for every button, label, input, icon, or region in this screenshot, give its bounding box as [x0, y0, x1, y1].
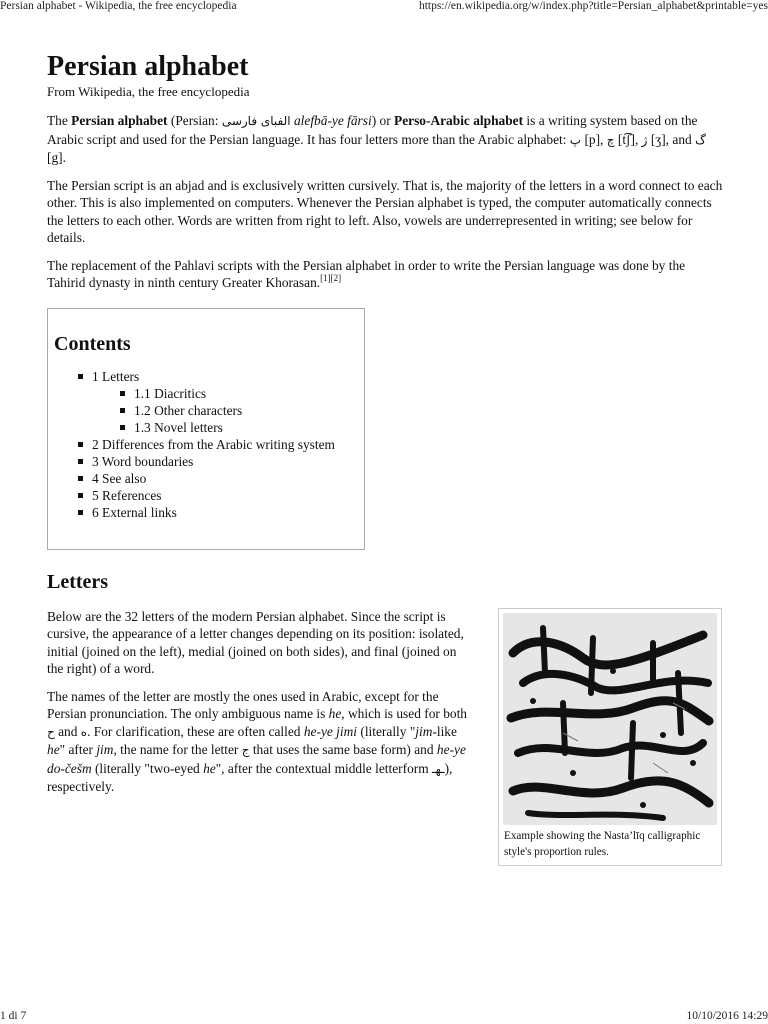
- print-header-title: Persian alphabet - Wikipedia, the free encyclopedia: [0, 0, 237, 12]
- print-footer: [0, 1008, 768, 1024]
- toc-item-novel-letters[interactable]: 1.3 Novel letters: [120, 419, 358, 436]
- print-timestamp: 10/10/2016 14:29: [686, 1010, 768, 1022]
- letters-paragraph-2: The names of the letter are mostly the ones used in Arabic, except for the Persian pronunciation. The only ambiguous name is he, which is used for both ح and ه. For clarification, these are often called he-ye jimi (literally "jim-like he" after jim, the name for the letter ج that uses the same base form) and he-ye do-češm (literally "two-eyed he", after the contextual middle letterform ـهـ), respectively.: [47, 688, 468, 794]
- table-of-contents: [47, 308, 365, 550]
- toc-item-other-characters[interactable]: 1.2 Other characters: [120, 402, 358, 419]
- site-tagline: From Wikipedia, the free encyclopedia: [47, 84, 250, 99]
- toc-item-references[interactable]: 5 References: [78, 487, 358, 504]
- paragraph-script: The Persian script is an abjad and is exclusively written cursively. That is, the majority of the letters in a word connect to each other. This is also implemented on computers. Whenever the Persian alphabet is typed, the computer automatically connects the letters to each other. Words are written from right to left. Also, vowels are underrepresented in writing; see below for details.: [47, 177, 723, 245]
- letters-section: [47, 608, 723, 858]
- toc-item-diacritics[interactable]: 1.1 Diacritics: [120, 385, 358, 402]
- letter-che: چ: [606, 132, 615, 147]
- arabic-name: الفبای فارسی: [221, 114, 291, 128]
- bold-term: Persian alphabet: [71, 113, 168, 128]
- toc-item-differences[interactable]: 2 Differences from the Arabic writing system: [78, 436, 358, 453]
- calligraphy-figure[interactable]: [498, 608, 722, 866]
- page-number: 1 di 7: [0, 1010, 27, 1022]
- intro-paragraph: The Persian alphabet (Persian: الفبای فارسی alefbā-ye fārsi) or Perso-Arabic alphabet is a writing system based on the Arabic script and used for the Persian language. It has four letters more than the Arabic alphabet: پ [p], چ [t͡ʃ], ژ [ʒ], and گ [g].: [47, 113, 706, 165]
- article-content: [47, 50, 723, 858]
- toc-item-external-links[interactable]: 6 External links: [78, 504, 358, 521]
- letter-zhe: ژ: [641, 132, 648, 147]
- section-heading-letters: Letters: [47, 570, 109, 593]
- reference-links[interactable]: [1][2]: [320, 273, 342, 283]
- print-header-url: https://en.wikipedia.org/w/index.php?title=Persian_alphabet&printable=yes: [418, 0, 768, 12]
- letter-gaf: گ: [695, 132, 706, 147]
- calligraphy-image[interactable]: [503, 613, 717, 825]
- toc-item-word-boundaries[interactable]: 3 Word boundaries: [78, 453, 358, 470]
- paragraph-history: The replacement of the Pahlavi scripts with the Persian alphabet in order to write the Persian language was done by the Tahirid dynasty in ninth century Greater Khorasan.[1][2]: [47, 257, 686, 290]
- figure-caption: Example showing the Nasta’līq calligraphic style's proportion rules.: [504, 829, 701, 858]
- page-title: Persian alphabet: [47, 51, 249, 82]
- bold-term: Perso-Arabic alphabet: [394, 113, 524, 128]
- print-header: [0, 0, 768, 14]
- letter-pe: پ: [569, 132, 582, 147]
- toc-item-letters[interactable]: 1 Letters 1.1 Diacritics 1.2 Other characters 1.3 Novel letters: [78, 368, 358, 436]
- transliteration: alefbā-ye fārsi: [293, 113, 372, 128]
- letters-paragraph-1: Below are the 32 letters of the modern Persian alphabet. Since the script is cursive, the appearance of a letter changes depending on its position: isolated, initial (joined on the left), medial (joined on both sides), and final (joined on the right) of a word.: [47, 608, 464, 676]
- toc-title: Contents: [54, 332, 131, 355]
- toc-item-see-also[interactable]: 4 See also: [78, 470, 358, 487]
